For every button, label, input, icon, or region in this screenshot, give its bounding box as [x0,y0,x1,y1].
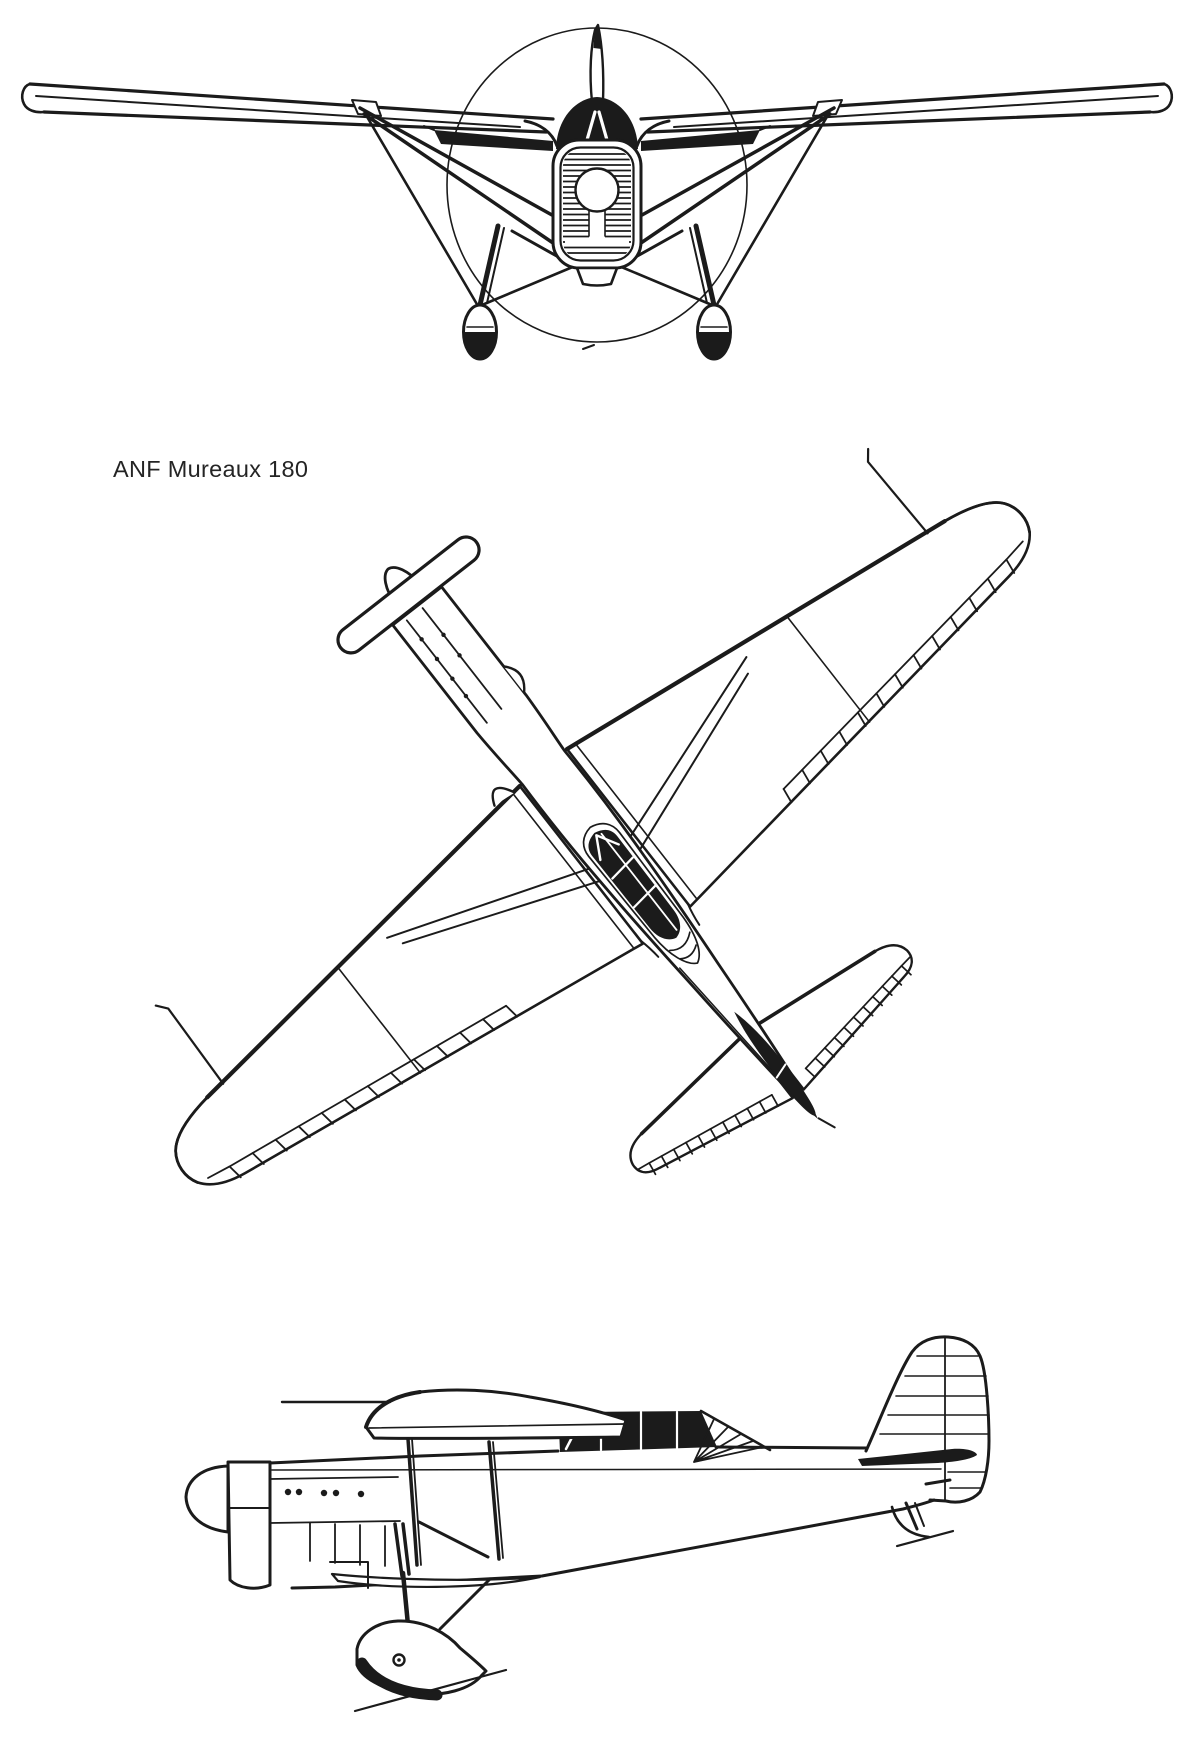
front-radiator [553,140,641,286]
top-view [0,241,1200,1460]
spinner [186,1466,228,1532]
front-wheels [464,305,731,359]
side-wing [282,1390,626,1438]
side-view [186,1337,989,1711]
front-propeller-blade [591,25,604,102]
aircraft-title: ANF Mureaux 180 [113,456,309,482]
side-struts [408,1439,503,1565]
front-view [22,25,1172,359]
side-fuselage [270,1447,941,1588]
exhaust-dots [285,1489,364,1497]
side-landing-gear [355,1524,506,1711]
